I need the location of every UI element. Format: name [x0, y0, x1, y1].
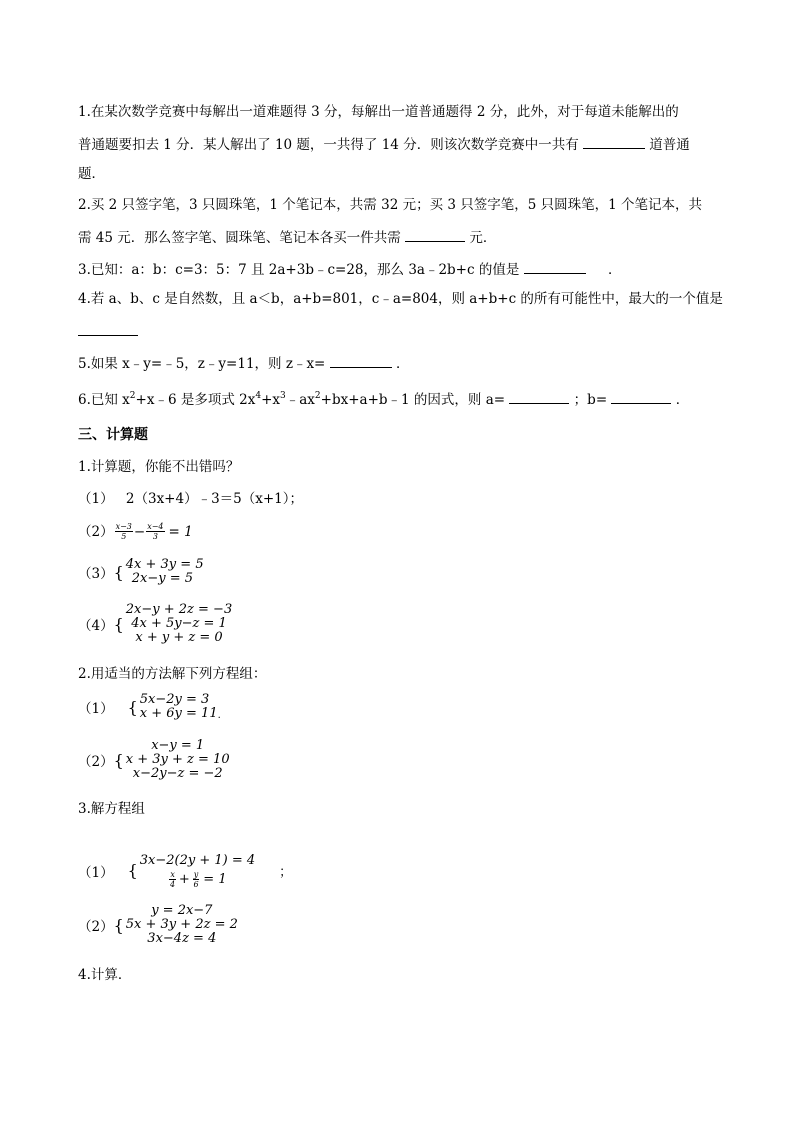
left-brace-icon: {: [113, 750, 124, 770]
system-equation: x + y + z = 0: [135, 630, 223, 645]
fill-q3-text-a: 3.已知：a：b：c=3：5：7 且 2a+3b﹣c=28，那么 3a﹣2b+c 的值是: [78, 262, 520, 278]
equation-system: [126, 739, 230, 781]
fraction-1: [115, 522, 133, 541]
calc-q2-part1-label: （1）: [78, 701, 114, 717]
equation-system: [140, 852, 255, 889]
fill-q1-line2: [78, 134, 690, 154]
section-heading: 三、计算题: [78, 427, 148, 443]
fill-q1-text-b: 道普通: [649, 137, 690, 153]
system-equation: y = 2x−7: [151, 903, 213, 918]
fraction-2-denominator: 3: [152, 532, 158, 541]
system-equation: 3x−4z = 4: [147, 931, 217, 946]
calc-q2-part1: [78, 693, 221, 721]
system-equation: 4x + 3y = 5: [125, 557, 204, 572]
fraction-2: [146, 522, 164, 541]
calc-q3-title: 3.解方程组: [78, 801, 145, 817]
calc-q1-part2-rhs: = 1: [168, 523, 193, 540]
end-punctuation: ；: [279, 865, 293, 880]
fill-q1-text-a: 普通题要扣去 1 分．某人解出了 10 题，一共得了 14 分．则该次数学竞赛中一共有: [78, 137, 579, 153]
left-brace-icon: {: [113, 614, 124, 634]
end-punctuation: .: [217, 710, 221, 721]
fraction-denominator: 6: [193, 880, 199, 889]
calc-q2-part2: [78, 739, 230, 781]
fill-q5-line1: [78, 353, 409, 373]
calc-q1-part1: [78, 490, 303, 508]
fraction-1-denominator: 5: [121, 532, 127, 541]
fill-q6-sup-3: 3: [280, 391, 286, 401]
system-equation: x−2y−z = −2: [132, 766, 223, 781]
fill-q6-line1: [78, 387, 689, 409]
calc-q3-part1-label: （1）: [78, 864, 114, 881]
fill-q4-line1: 4.若 a、b、c 是自然数，且 a＜b，a+b=801，c﹣a=804，则 a+b+c 的所有可能性中，最大的一个值是: [78, 291, 723, 307]
fraction-denominator: 4: [170, 880, 176, 889]
calc-q1-part3: [78, 558, 204, 586]
fill-q6-answer-b-blank[interactable]: [611, 389, 671, 404]
equation-system: [126, 558, 204, 586]
system-equation: x + 6y = 11: [139, 706, 218, 721]
fill-q6-text-4: ﹣ax: [285, 392, 315, 408]
fill-q6-sup-4: 2: [314, 391, 321, 401]
fraction-2-numerator: x−4: [147, 522, 164, 531]
fill-q2-line1: 2.买 2 只签字笔，3 只圆珠笔，1 个笔记本，共需 32 元；买 3 只签字笔，5 只圆珠笔，1 个笔记本，共: [78, 197, 703, 213]
calc-q1-part4-label: （4）: [78, 618, 114, 634]
fill-q4-line2: [78, 321, 138, 341]
fraction-numerator: x: [170, 870, 175, 879]
fill-q5-answer-blank[interactable]: [330, 353, 392, 368]
fill-q6-text-2: +x﹣6 是多项式 2x: [135, 392, 256, 408]
fill-q5-text-b: ．: [395, 356, 410, 372]
calc-q4-title: 4.计算．: [78, 967, 132, 983]
fill-q6-text-6: ；b=: [573, 392, 608, 408]
fill-q6-answer-a-blank[interactable]: [509, 389, 569, 404]
fill-q2-line2: [78, 227, 496, 247]
plus-sign: +: [178, 871, 190, 887]
calc-q1-part2-label: （2）: [78, 523, 114, 540]
equation-system: [126, 603, 232, 645]
calc-q1-part1-equation: 2（3x+4）﹣3＝5（x+1）；: [125, 491, 304, 507]
fraction-1-numerator: x−3: [115, 522, 132, 531]
left-brace-icon: {: [113, 915, 124, 935]
minus-sign: −: [133, 523, 146, 540]
fill-q1-line1: 1.在某次数学竞赛中每解出一道难题得 3 分，每解出一道普通题得 2 分，此外，对于每道未能解出的: [78, 104, 679, 120]
calc-q1-part3-label: （3）: [78, 566, 114, 582]
system-equation: 5x + 3y + 2z = 2: [125, 917, 238, 932]
system-equation: x + 3y + z = 10: [125, 752, 230, 767]
calc-q1-part2: [78, 522, 193, 541]
fill-q6-text-5: +bx+a+b﹣1 的因式，则 a=: [320, 392, 506, 408]
calc-q2-title: 2.用适当的方法解下列方程组：: [78, 666, 267, 682]
equation-system: [140, 693, 218, 721]
fill-q2-text-b: 元．: [469, 230, 497, 246]
left-brace-icon: {: [127, 861, 138, 880]
system-equation: [168, 870, 226, 889]
calc-q1-title: 1.计算题，你能不出错吗？: [78, 459, 240, 475]
calc-q1-part1-label: （1）: [78, 491, 114, 507]
fraction-y-over-6: [193, 870, 200, 889]
fill-q5-text-a: 5.如果 x﹣y=﹣5，z﹣y=11，则 z﹣x=: [78, 356, 326, 372]
system-equation: 4x + 5y−z = 1: [131, 616, 227, 631]
fill-q6-text-3: +x: [261, 392, 281, 408]
system-equation: 5x−2y = 3: [139, 692, 210, 707]
fill-q6-text-1: 6.已知 x: [78, 392, 130, 408]
system-equation: 2x−y + 2z = −3: [125, 602, 233, 617]
fill-q2-text-a: 需 45 元．那么签字笔、圆珠笔、笔记本各买一件共需: [78, 230, 401, 246]
calc-q2-part2-label: （2）: [78, 754, 114, 770]
fill-q6-sup-2: 4: [255, 391, 262, 401]
fill-q4-answer-blank[interactable]: [78, 321, 138, 336]
fill-q1-line3: 题．: [78, 166, 105, 182]
fill-q6-sup-1: 2: [129, 391, 136, 401]
calc-q1-part4: [78, 603, 232, 645]
system-equation: x−y = 1: [151, 738, 205, 753]
fill-q1-answer-blank[interactable]: [583, 134, 645, 149]
fill-q2-answer-blank[interactable]: [405, 227, 465, 242]
left-brace-icon: {: [113, 562, 124, 582]
left-brace-icon: {: [127, 697, 138, 717]
system-equation: 3x−2(2y + 1) = 4: [139, 853, 256, 868]
equation-rhs: = 1: [203, 871, 227, 887]
fill-q3-text-b: ．: [607, 262, 622, 278]
calc-q3-part2: [78, 904, 238, 946]
system-equation: 2x−y = 5: [131, 571, 194, 586]
fill-q3-answer-blank[interactable]: [524, 259, 586, 274]
calc-q3-part2-label: （2）: [78, 919, 114, 935]
fill-q3-line1: [78, 259, 621, 279]
fill-q6-text-7: ．: [675, 392, 690, 408]
equation-system: [126, 904, 238, 946]
calc-q3-part1: [78, 852, 292, 889]
fraction-numerator: y: [193, 870, 199, 879]
fraction-x-over-4: [169, 870, 176, 889]
